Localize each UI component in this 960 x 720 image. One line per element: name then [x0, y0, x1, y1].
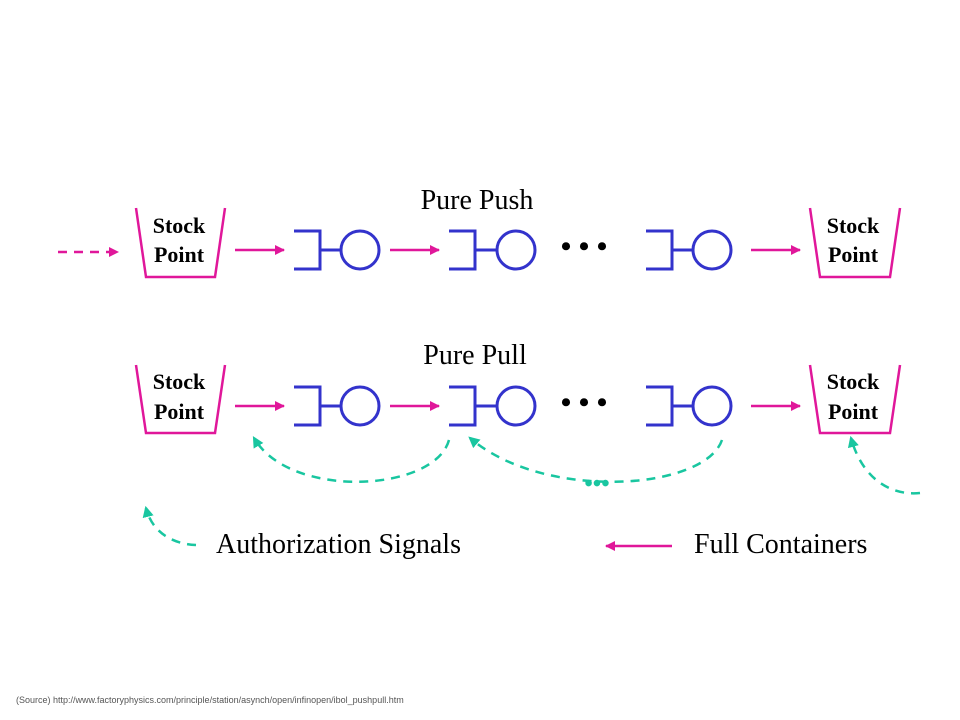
push-ellipsis: • • •	[560, 230, 608, 263]
push-station-n-queue	[646, 231, 693, 269]
pull-station-2-server	[497, 387, 535, 425]
pull-signal-dots: •••	[584, 471, 610, 497]
legend-authorization-arrow	[146, 508, 196, 545]
push-station-1-server	[341, 231, 379, 269]
pull-station-2	[449, 387, 535, 425]
push-title: Pure Push	[420, 185, 534, 216]
push-right-stock-line1: Stock	[826, 213, 880, 238]
pull-ellipsis: • • •	[560, 386, 608, 419]
pull-signal-curve-1	[254, 438, 449, 482]
push-right-stock-point	[810, 208, 900, 277]
pull-title: Pure Pull	[423, 340, 527, 371]
push-station-n-server	[693, 231, 731, 269]
source-citation: (Source) http://www.factoryphysics.com/principle/station/asynch/open/infinopen/ibol_pushpull.htm	[16, 695, 404, 705]
push-station-2-server	[497, 231, 535, 269]
push-station-1	[294, 231, 379, 269]
pull-left-stock-line1: Stock	[152, 369, 206, 394]
pull-station-2-queue	[449, 387, 497, 425]
pull-right-stock-line2: Point	[827, 399, 879, 424]
push-station-1-queue	[294, 231, 341, 269]
push-station-2	[449, 231, 535, 269]
legend	[146, 508, 867, 560]
push-right-stock-line2: Point	[827, 242, 879, 267]
push-station-2-queue	[449, 231, 497, 269]
push-left-stock-line2: Point	[153, 242, 205, 267]
pull-signal-curve-3	[851, 438, 920, 493]
pull-station-n-queue	[646, 387, 693, 425]
pull-station-n-server	[693, 387, 731, 425]
pull-left-stock-point	[136, 365, 225, 433]
pull-right-stock-line1: Stock	[826, 369, 880, 394]
pull-left-stock-line2: Point	[153, 399, 205, 424]
legend-containers-label: Full Containers	[694, 529, 868, 560]
pull-station-n	[646, 387, 731, 425]
push-left-stock-line1: Stock	[152, 213, 206, 238]
push-station-n	[646, 231, 731, 269]
push-left-stock-point	[136, 208, 225, 277]
push-row	[58, 185, 900, 277]
legend-authorization-label: Authorization Signals	[216, 529, 461, 560]
pull-station-1	[294, 387, 379, 425]
pull-right-stock-point	[810, 365, 900, 433]
pull-station-1-server	[341, 387, 379, 425]
pull-station-1-queue	[294, 387, 341, 425]
pull-row	[136, 340, 920, 497]
